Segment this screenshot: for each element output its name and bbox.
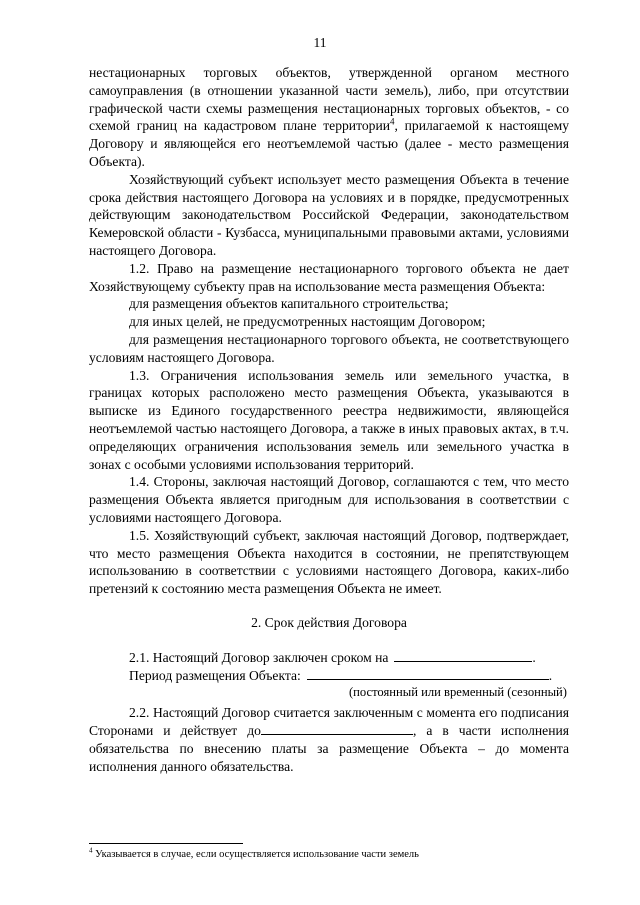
clause-2-2 (89, 704, 569, 775)
clause-1-3: 1.3. Ограничения использования земель или земельного участка, в границах которых расположено место размещения Объекта, указываются в выписке из Единого государственного реестра недвижимости, являющейся неотъемлемой частью настоящего Договора, а также в иных правовых актах, в т.ч. определяющих ограничения использования земель или земельного участка в зонах с особыми условиями использования территорий. (89, 367, 569, 472)
document-body (89, 64, 569, 775)
list-item: для размещения объектов капитального строительства; (129, 296, 449, 312)
footnote (89, 848, 419, 861)
clause-1-5: 1.5. Хозяйствующий субъект, заключая настоящий Договор, подтверждает, что место размещения Объекта находится в состоянии, не препятствующем использованию в соответствии с условиями настоящего Договора, каких-либо претензий к состоянию места размещения Объекта не имеет. (89, 527, 569, 597)
section-2-heading: 2. Срок действия Договора (251, 614, 407, 630)
list-item: для размещения нестационарного торгового объекта, не соответствующего условиям настоящего Договора. (89, 331, 569, 365)
paragraph-use-conditions: Хозяйствующий субъект использует место размещения Объекта в течение срока действия настоящего Договора на условиях и в порядке, предусмотренных действующим законодательством Российской Федерации, законодательством Кемеровской области - Кузбасса, муниципальными правовыми актами, условиями настоящего Договора. (89, 171, 569, 258)
clause-2-1 (89, 649, 569, 667)
clause-2-2-part1: 2.2. Настоящий Договор считается заключенным с момента его подписания Сторонами и действует до (89, 705, 569, 739)
footnote-text: Указывается в случае, если осуществляется использование части земель (95, 849, 419, 860)
placement-period-note: (постоянный или временный (сезонный) (348, 685, 567, 700)
period-blank-field[interactable] (307, 667, 549, 680)
placement-period-end: . (548, 667, 553, 683)
term-blank-field[interactable] (394, 649, 532, 662)
continuation-text: нестационарных торговых объектов, утвержденной органом местного самоуправления (в отношении указанной части земель), либо, при отсутствии графической части схемы размещения нестационарных торговых объектов, - со схемой границ на кадастровом плане территории (89, 65, 569, 134)
placement-period-label: Период размещения Объекта: (129, 667, 301, 683)
continuation-paragraph (89, 64, 569, 171)
clause-2-2-part2: , а в части исполнения обязательства по внесению платы за размещение Объекта – до момента исполнения данного обязательства. (89, 723, 569, 774)
footnote-number: 4 (89, 846, 93, 855)
clause-2-1-label: 2.1. Настоящий Договор заключен сроком на (129, 649, 389, 665)
placement-period-line (89, 667, 569, 685)
end-date-blank-field[interactable] (261, 722, 413, 735)
footnote-separator (89, 843, 243, 844)
continuation-text-end: , прилагаемой к настоящему Договору и являющейся его неотъемлемой частью (далее - место размещения Объекта). (89, 118, 569, 169)
clause-2-1-end: . (532, 649, 536, 665)
footnote-reference[interactable]: 4 (390, 116, 395, 127)
clause-1-4: 1.4. Стороны, заключая настоящий Договор, соглашаются с тем, что место размещения Объекта является пригодным для использования в соответствии с условиями настоящего Договора. (89, 474, 569, 525)
clause-1-2: 1.2. Право на размещение нестационарного торгового объекта не дает Хозяйствующему субъекту прав на использование места размещения Объекта: (89, 260, 569, 294)
page-number: 11 (313, 35, 327, 50)
list-item: для иных целей, не предусмотренных настоящим Договором; (129, 314, 486, 330)
